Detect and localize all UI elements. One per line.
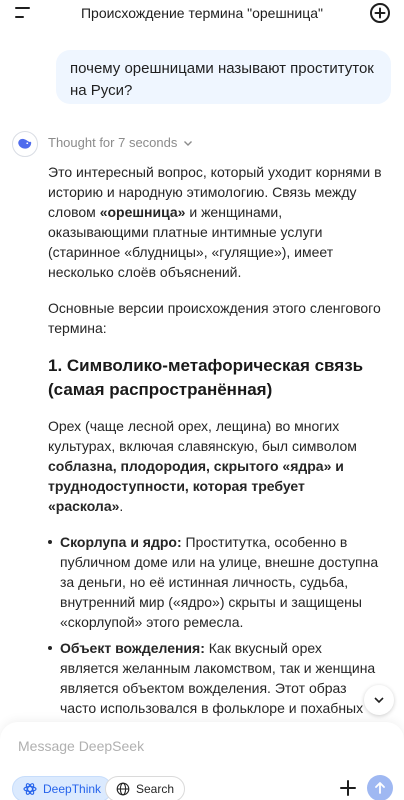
chevron-down-icon — [373, 694, 385, 706]
new-chat-icon[interactable] — [369, 2, 391, 24]
scroll-to-bottom-button[interactable] — [364, 685, 394, 715]
intro-paragraph: Это интересный вопрос, который уходит корнями в историю и народную этимологию. Связь между словом «орешница» и женщинами, оказывающими платные интимные услуги (старинное «блудницы», «гулящие»), имеет несколько слоёв объяснений. — [48, 164, 382, 280]
chevron-down-icon — [183, 138, 193, 148]
atom-icon — [23, 782, 37, 796]
list-item: Скорлупа и ядро: Проститутка, особенно в публичном доме или на улице, внешне доступна за деньги, но её истинная личность, судьба, внутренний мир («ядро») скрыты и защищены «скорлупой» этого ремесла. — [48, 532, 384, 632]
message-input[interactable]: Message DeepSeek — [18, 738, 145, 754]
send-button[interactable] — [367, 775, 393, 800]
chat-title: Происхождение термина "орешница" — [80, 5, 324, 21]
lead-paragraph: Основные версии происхождения этого сленгового термина: — [48, 300, 381, 336]
section1-paragraph: Орех (чаще лесной орех, лещина) во многих культурах, включая славянскую, был символом соблазна, плодородия, скрытого «ядра» и труднодоступности, которая требует «раскола». — [48, 418, 357, 514]
bullet-list — [48, 532, 384, 738]
arrow-up-icon — [373, 781, 387, 795]
deepseek-avatar — [12, 131, 38, 157]
top-bar — [0, 0, 404, 26]
list-item: Объект вожделения: Как вкусный орех является желанным лакомством, так и женщина является объектом вожделения. Этот образ часто использовался в фольклоре и похабных — [48, 638, 384, 738]
search-toggle[interactable] — [105, 776, 185, 800]
attach-plus-icon[interactable] — [338, 778, 358, 798]
search-label: Search — [136, 782, 175, 796]
menu-icon[interactable] — [14, 4, 34, 22]
thought-toggle[interactable] — [48, 135, 193, 150]
deepthink-label: DeepThink — [43, 782, 102, 796]
composer — [0, 722, 404, 800]
thought-label: Thought for 7 seconds — [48, 135, 178, 150]
assistant-message — [48, 162, 384, 792]
whale-logo-icon — [16, 135, 34, 153]
deepthink-toggle[interactable] — [12, 776, 112, 800]
user-message: почему орешницами называют проституток на Руси? — [56, 50, 391, 104]
globe-icon — [116, 782, 130, 796]
section-heading-1: 1. Символико-метафорическая связь (самая распространённая) — [48, 356, 364, 399]
